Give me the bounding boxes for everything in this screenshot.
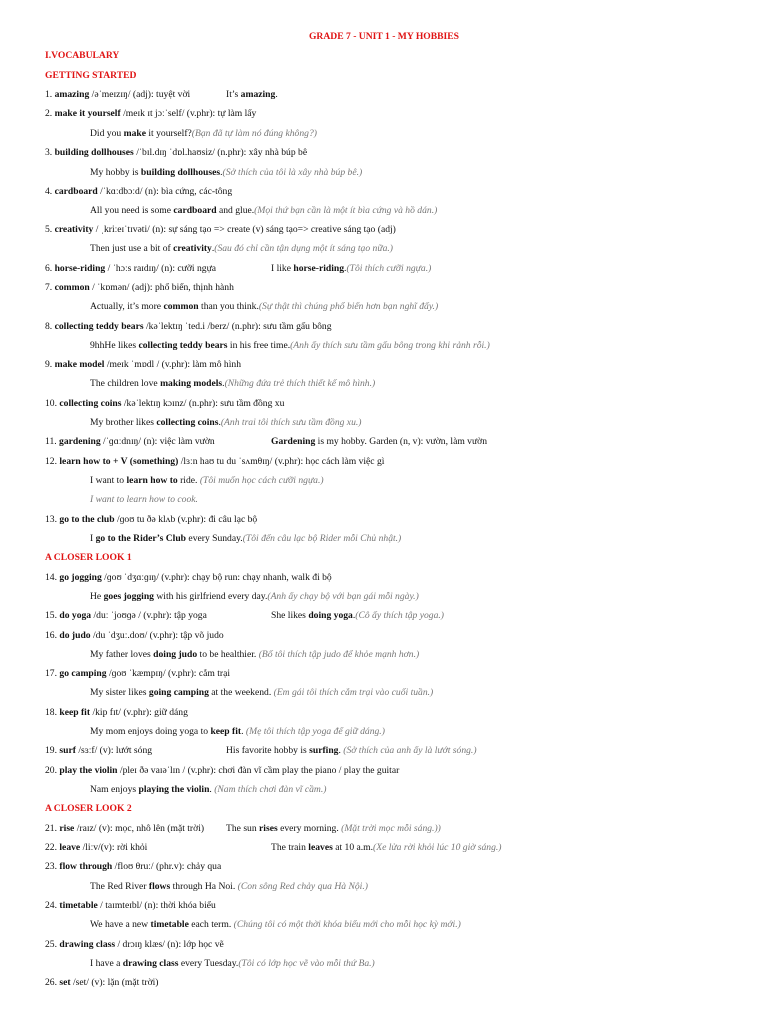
- vocab-entry: 9. make model /meɪk ˈmɒdl / (v.phr): làm mô hình: [45, 359, 241, 370]
- vocab-entry: 20. play the violin /pleɪ ðə vaɪəˈlɪn / (v.phr): chơi đàn vĩ cầm play the piano / play the guitar: [45, 765, 400, 776]
- example-sentence: I want to learn how to ride. (Tôi muốn học cách cưỡi ngựa.): [90, 475, 324, 486]
- vocab-entry: 15. do yoga /duː ˈjoʊɡə / (v.phr): tập yoga: [45, 610, 207, 621]
- example-sentence: We have a new timetable each term. (Chúng tôi có một thời khóa biểu mới cho mỗi học kỳ mới.): [90, 919, 461, 930]
- example-sentence: The sun rises every morning. (Mặt trời mọc mỗi sáng.)): [226, 823, 441, 834]
- vocab-entry: 1. amazing /əˈmeɪzɪŋ/ (adj): tuyệt vời: [45, 89, 191, 100]
- vocab-entry: 19. surf /sɜːf/ (v): lướt sóng: [45, 745, 153, 756]
- vocab-entry: 6. horse-riding / ˈhɔːs raɪdɪŋ/ (n): cưỡi ngựa: [45, 263, 217, 274]
- example-sentence: I go to the Rider’s Club every Sunday.(Tôi đến câu lạc bộ Rider mỗi Chủ nhật.): [90, 533, 402, 544]
- example-sentence: 9hhHe likes collecting teddy bears in his free time.(Anh ấy thích sưu tầm gấu bông trong khi rảnh rỗi.): [90, 340, 490, 351]
- example-sentence: I have a drawing class every Tuesday.(Tôi có lớp học vẽ vào mỗi thứ Ba.): [90, 958, 375, 969]
- example-sentence: The train leaves at 10 a.m.(Xe lửa rời khỏi lúc 10 giờ sáng.): [271, 842, 502, 853]
- example-sentence: I want to learn how to cook.: [90, 494, 198, 505]
- page-title: GRADE 7 - UNIT 1 - MY HOBBIES: [308, 31, 460, 42]
- vocab-entry: 5. creativity / ˌkriːeɪˈtɪvəti/ (n): sự sáng tạo => create (v) sáng tạo=> creative sáng tạo (adj): [45, 224, 396, 235]
- vocab-entry: 18. keep fit /kip fɪt/ (v.phr): giữ dáng: [45, 707, 188, 718]
- example-sentence: Gardening is my hobby. Garden (n, v): vườn, làm vườn: [271, 436, 488, 447]
- vocab-entry: 13. go to the club /ɡoʊ tu ðə klʌb (v.phr): đi câu lạc bộ: [45, 514, 258, 525]
- vocab-entry: 24. timetable / taɪmteɪbl/ (n): thời khóa biểu: [45, 900, 216, 911]
- section-closer-look-2: A CLOSER LOOK 2: [45, 803, 132, 814]
- example-sentence: His favorite hobby is surfing. (Sở thích của anh ấy là lướt sóng.): [226, 745, 477, 756]
- vocab-entry: 2. make it yourself /meɪk ɪt jɔːˈself/ (v.phr): tự làm lấy: [45, 108, 257, 119]
- example-sentence: My sister likes going camping at the weekend. (Em gái tôi thích cắm trại vào cuối tuần.): [90, 687, 434, 698]
- example-sentence: The Red River flows through Ha Noi. (Con sông Red chảy qua Hà Nội.): [90, 881, 368, 892]
- example-sentence: The children love making models.(Những đứa trẻ thích thiết kế mô hình.): [90, 378, 376, 389]
- vocab-entry: 11. gardening /ˈɡɑːdnɪŋ/ (n): việc làm vườn: [45, 436, 215, 447]
- example-sentence: She likes doing yoga.(Cô ấy thích tập yoga.): [271, 610, 444, 621]
- vocab-entry: 3. building dollhouses /ˈbɪl.dɪŋ ˈdɒl.haʊsiz/ (n.phr): xây nhà búp bê: [45, 147, 308, 158]
- example-sentence: My hobby is building dollhouses.(Sở thích của tôi là xây nhà búp bê.): [90, 167, 363, 178]
- vocab-entry: 10. collecting coins /kəˈlektɪŋ kɔɪnz/ (n.phr): sưu tầm đồng xu: [45, 398, 285, 409]
- vocab-entry: 26. set /set/ (v): lặn (mặt trời): [45, 977, 159, 988]
- example-sentence: Then just use a bit of creativity.(Sau đó chỉ cần tận dụng một ít sáng tạo nữa.): [90, 243, 393, 254]
- vocab-entry: 25. drawing class / drɔɪŋ klæs/ (n): lớp học vẽ: [45, 939, 224, 950]
- example-sentence: He goes jogging with his girlfriend every day.(Anh ấy chạy bộ với bạn gái mỗi ngày.): [90, 591, 419, 602]
- example-sentence: Did you make it yourself?(Bạn đã tự làm nó đúng không?): [90, 128, 317, 139]
- vocab-entry: 16. do judo /du ˈdʒuː.doʊ/ (v.phr): tập võ judo: [45, 630, 224, 641]
- section-getting-started: GETTING STARTED: [45, 70, 137, 81]
- vocab-entry: 12. learn how to + V (something) /lɜːn haʊ tu du ˈsʌmθɪŋ/ (v.phr): học cách làm việc gì: [45, 456, 385, 467]
- example-sentence: I like horse-riding.(Tôi thích cưỡi ngựa.): [271, 263, 432, 274]
- vocab-entry: 8. collecting teddy bears /kəˈlektɪŋ ˈted.i /berz/ (n.phr): sưu tầm gấu bông: [45, 321, 332, 332]
- example-sentence: Nam enjoys playing the violin. (Nam thích chơi đàn vĩ cầm.): [90, 784, 327, 795]
- vocab-entry: 4. cardboard /ˈkɑːdbɔːd/ (n): bìa cứng, các-tông: [45, 186, 233, 197]
- example-sentence: It’s amazing.: [226, 89, 278, 100]
- vocab-entry: 7. common / ˈkɒmən/ (adj): phổ biến, thịnh hành: [45, 282, 234, 293]
- example-sentence: Actually, it’s more common than you think.(Sự thật thì chúng phổ biến hơn bạn nghĩ đấy.): [90, 301, 439, 312]
- section-vocabulary: I.VOCABULARY: [45, 50, 120, 61]
- section-closer-look-1: A CLOSER LOOK 1: [45, 552, 132, 563]
- vocab-entry: 14. go jogging /ɡoʊ ˈdʒɑːɡɪŋ/ (v.phr): chạy bộ run: chạy nhanh, walk đi bộ: [45, 572, 332, 583]
- vocab-entry: 22. leave /liːv/(v): rời khỏi: [45, 842, 148, 853]
- example-sentence: My brother likes collecting coins.(Anh trai tôi thích sưu tầm đồng xu.): [90, 417, 362, 428]
- vocab-entry: 23. flow through /floʊ θruː/ (phr.v): chảy qua: [45, 861, 222, 872]
- vocab-entry: 21. rise /raɪz/ (v): mọc, nhô lên (mặt trời): [45, 823, 205, 834]
- vocab-entry: 17. go camping /ɡoʊ ˈkæmpɪŋ/ (v.phr): cắm trại: [45, 668, 230, 679]
- example-sentence: My father loves doing judo to be healthier. (Bố tôi thích tập judo để khỏe mạnh hơn.): [90, 649, 420, 660]
- example-sentence: All you need is some cardboard and glue.(Mọi thứ bạn cần là một ít bìa cứng và hồ dán.): [90, 205, 438, 216]
- example-sentence: My mom enjoys doing yoga to keep fit. (Mẹ tôi thích tập yoga để giữ dáng.): [90, 726, 385, 737]
